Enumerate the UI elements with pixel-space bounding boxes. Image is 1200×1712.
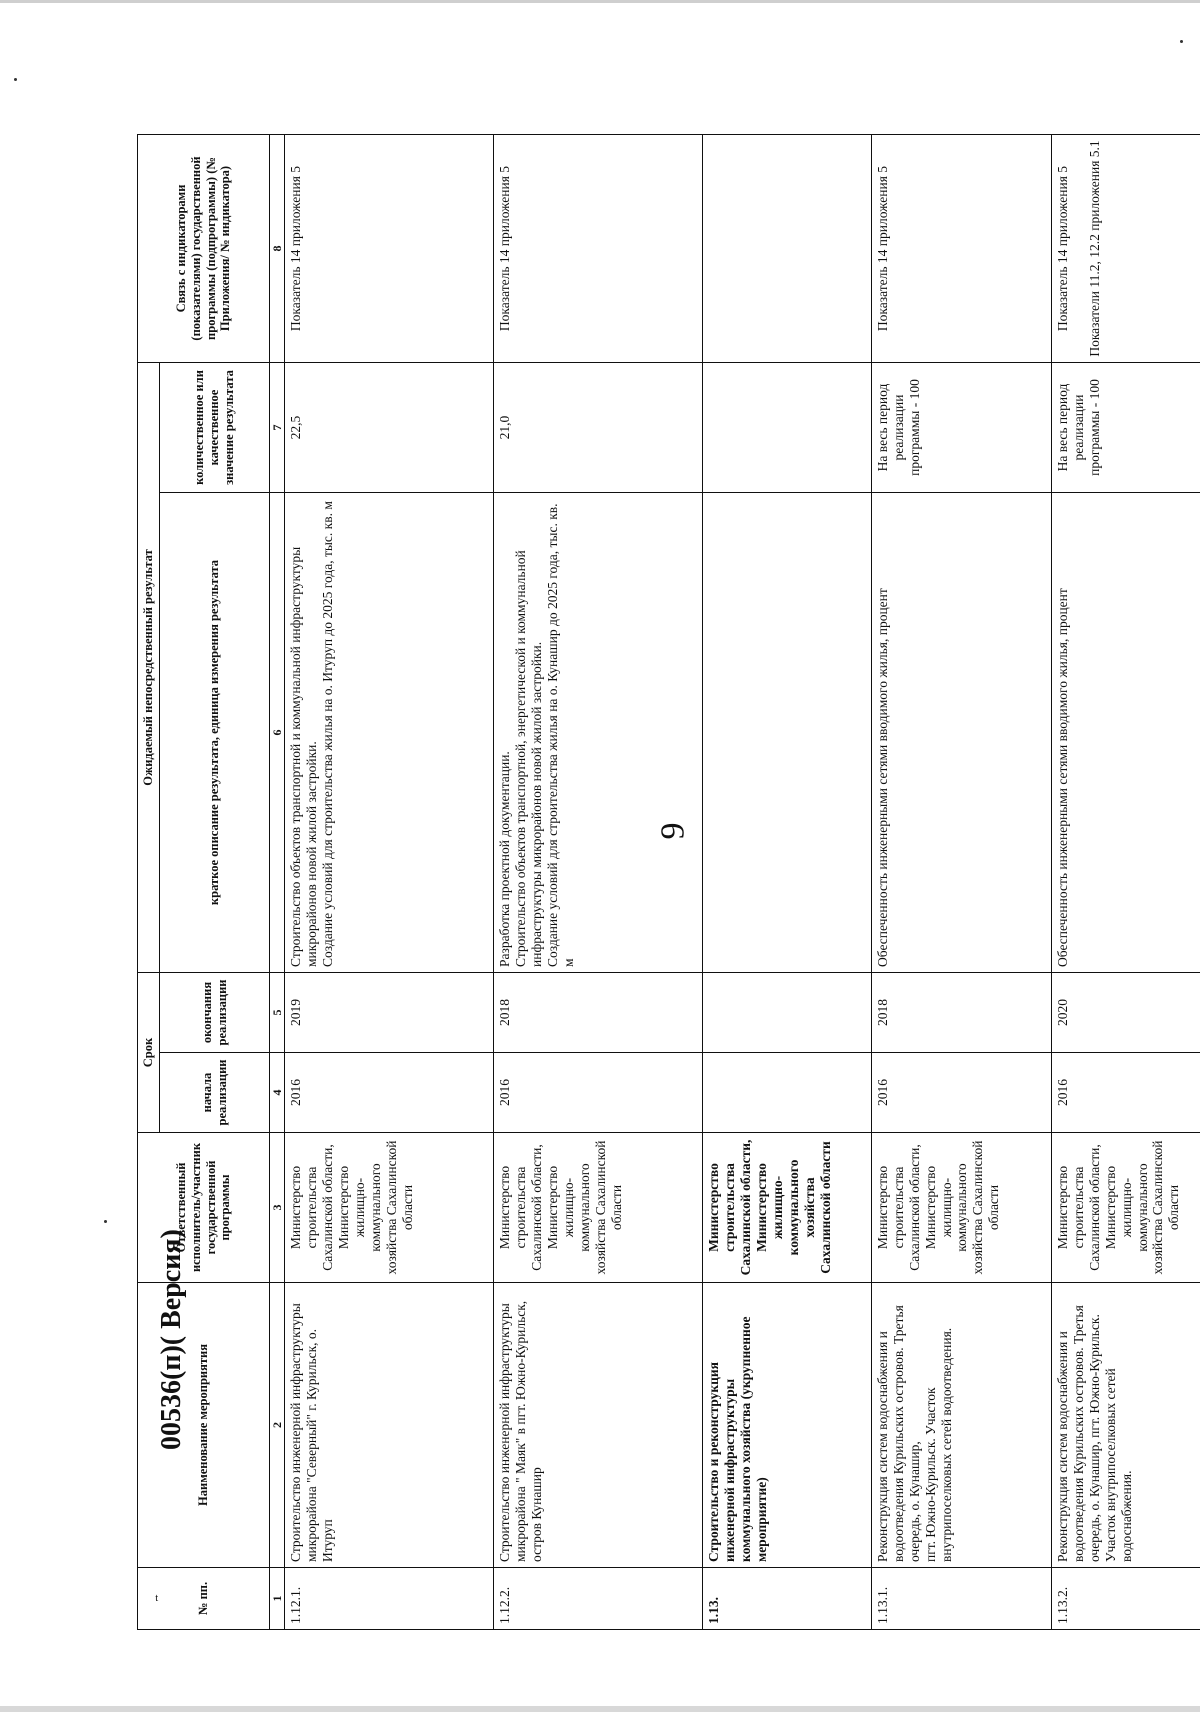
row-number: 1.12.2. [494,1568,703,1630]
row-number: 1.13.2. [1051,1568,1200,1630]
row-responsible: Министерство строительства Сахалинской области, Министерство жилищно-коммунального хозяйства Сахалинской области [285,1133,494,1283]
row-desc: Обеспеченность инженерными сетями вводимого жилья, процент [1051,493,1200,973]
row-end: 2018 [871,973,1051,1053]
table-row [494,135,703,1630]
row-end: 2020 [1051,973,1200,1053]
scan-speck [1180,40,1183,43]
header-value: количественное или качественное значение результата [160,363,270,493]
row-end [703,973,871,1053]
col-number: 8 [270,135,285,363]
table-row [285,135,494,1630]
col-number: 2 [270,1283,285,1568]
scan-edge-top [0,0,1200,3]
activities-table [137,134,1200,1630]
row-desc: Обеспеченность инженерными сетями вводимого жилья, процент [871,493,1051,973]
header-end: окончания реализации [160,973,270,1053]
row-responsible: Министерство строительства Сахалинской области, Министерство жилищно-коммунального хозяйства Сахалинской области [1051,1133,1200,1283]
table-row [871,135,1051,1630]
row-desc: Разработка проектной документации. Строительство объектов транспортной, энергетической и коммунальной инфраструктуры микрорайонов новой жилой застройки. Создание условий для строительства жилья на о. Кунашир до 2025 года, тыс. кв. м [494,493,703,973]
row-start: 2016 [871,1053,1051,1133]
rotated-table-container [137,135,1200,1630]
row-name: Реконструкция систем водоснабжения и водоотведения Курильских островов. Третья очередь, о. Кунашир, пгт. Южно-Курильск. Участок внутрипоселковых сетей водоотведения. [871,1283,1051,1568]
column-number-row [270,135,285,1630]
row-number: 1.13.1. [871,1568,1051,1630]
row-value [703,363,871,493]
row-start: 2016 [285,1053,494,1133]
row-responsible: Министерство строительства Сахалинской области, Министерство жилищно-коммунального хозяйства Сахалинской области [871,1133,1051,1283]
scan-edge-bottom [0,1706,1200,1712]
row-end: 2019 [285,973,494,1053]
corner-mark: ᵗ [155,1590,159,1610]
row-link [703,135,871,363]
row-start: 2016 [1051,1053,1200,1133]
scan-speck [104,1220,107,1223]
row-desc: Строительство объектов транспортной и коммунальной инфраструктуры микрорайонов новой жилой застройки. Создание условий для строительства жилья на о. Итуруп до 2025 года, тыс. кв. м [285,493,494,973]
header-start: начала реализации [160,1053,270,1133]
row-number: 1.12.1. [285,1568,494,1630]
header-name: Наименование мероприятия [138,1283,270,1568]
row-name: Реконструкция систем водоснабжения и водоотведения Курильских островов. Третья очередь, о. Кунашир, пгт. Южно-Курильск. Участок внутрипоселковых сетей водоснабжения. [1051,1283,1200,1568]
scan-speck [14,78,17,81]
row-start [703,1053,871,1133]
col-number: 4 [270,1053,285,1133]
row-link: Показатель 14 приложения 5 [871,135,1051,363]
row-value: 21,0 [494,363,703,493]
row-name: Строительство и реконструкция инженерной инфраструктуры коммунального хозяйства (укрупненное мероприятие) [703,1283,871,1568]
col-number: 5 [270,973,285,1053]
table-row [1051,135,1200,1630]
row-link: Показатель 14 приложения 5 Показатели 11.2, 12.2 приложения 5.1 [1051,135,1200,363]
row-name: Строительство инженерной инфраструктуры микрорайона " Маяк" в пгт. Южно-Курильск, остров Кунашир [494,1283,703,1568]
col-number: 7 [270,363,285,493]
header-term: Срок [138,973,160,1133]
col-number: 3 [270,1133,285,1283]
row-responsible: Министерство строительства Сахалинской области, Министерство жилищно-коммунального хозяйства Сахалинской области [703,1133,871,1283]
row-number: 1.13. [703,1568,871,1630]
row-desc [703,493,871,973]
col-number: 1 [270,1568,285,1630]
row-link: Показатель 14 приложения 5 [285,135,494,363]
col-number: 6 [270,493,285,973]
row-start: 2016 [494,1053,703,1133]
row-end: 2018 [494,973,703,1053]
header-no: № пп. [138,1568,270,1630]
row-value: На весь период реализации программы - 100 [1051,363,1200,493]
header-link: Связь с индикаторами (показателями) государственной программы (подпрограммы) (№ Приложения/ № индикатора) [138,135,270,363]
row-link: Показатель 14 приложения 5 [494,135,703,363]
header-desc: краткое описание результата, единица измерения результата [160,493,270,973]
row-name: Строительство инженерной инфраструктуры микрорайона "Северный" г. Курильск, о. Итуруп [285,1283,494,1568]
row-value: На весь период реализации программы - 100 [871,363,1051,493]
table-row [703,135,871,1630]
row-responsible: Министерство строительства Сахалинской области, Министерство жилищно-коммунального хозяйства Сахалинской области [494,1133,703,1283]
version-stamp: 00536(п)( Версия) [156,1229,187,1450]
row-value: 22,5 [285,363,494,493]
header-expected: Ожидаемый непосредственный результат [138,363,160,973]
header-responsible: Ответственный исполнитель/участник государственной программы [138,1133,270,1283]
page-number: 9 [654,822,692,840]
